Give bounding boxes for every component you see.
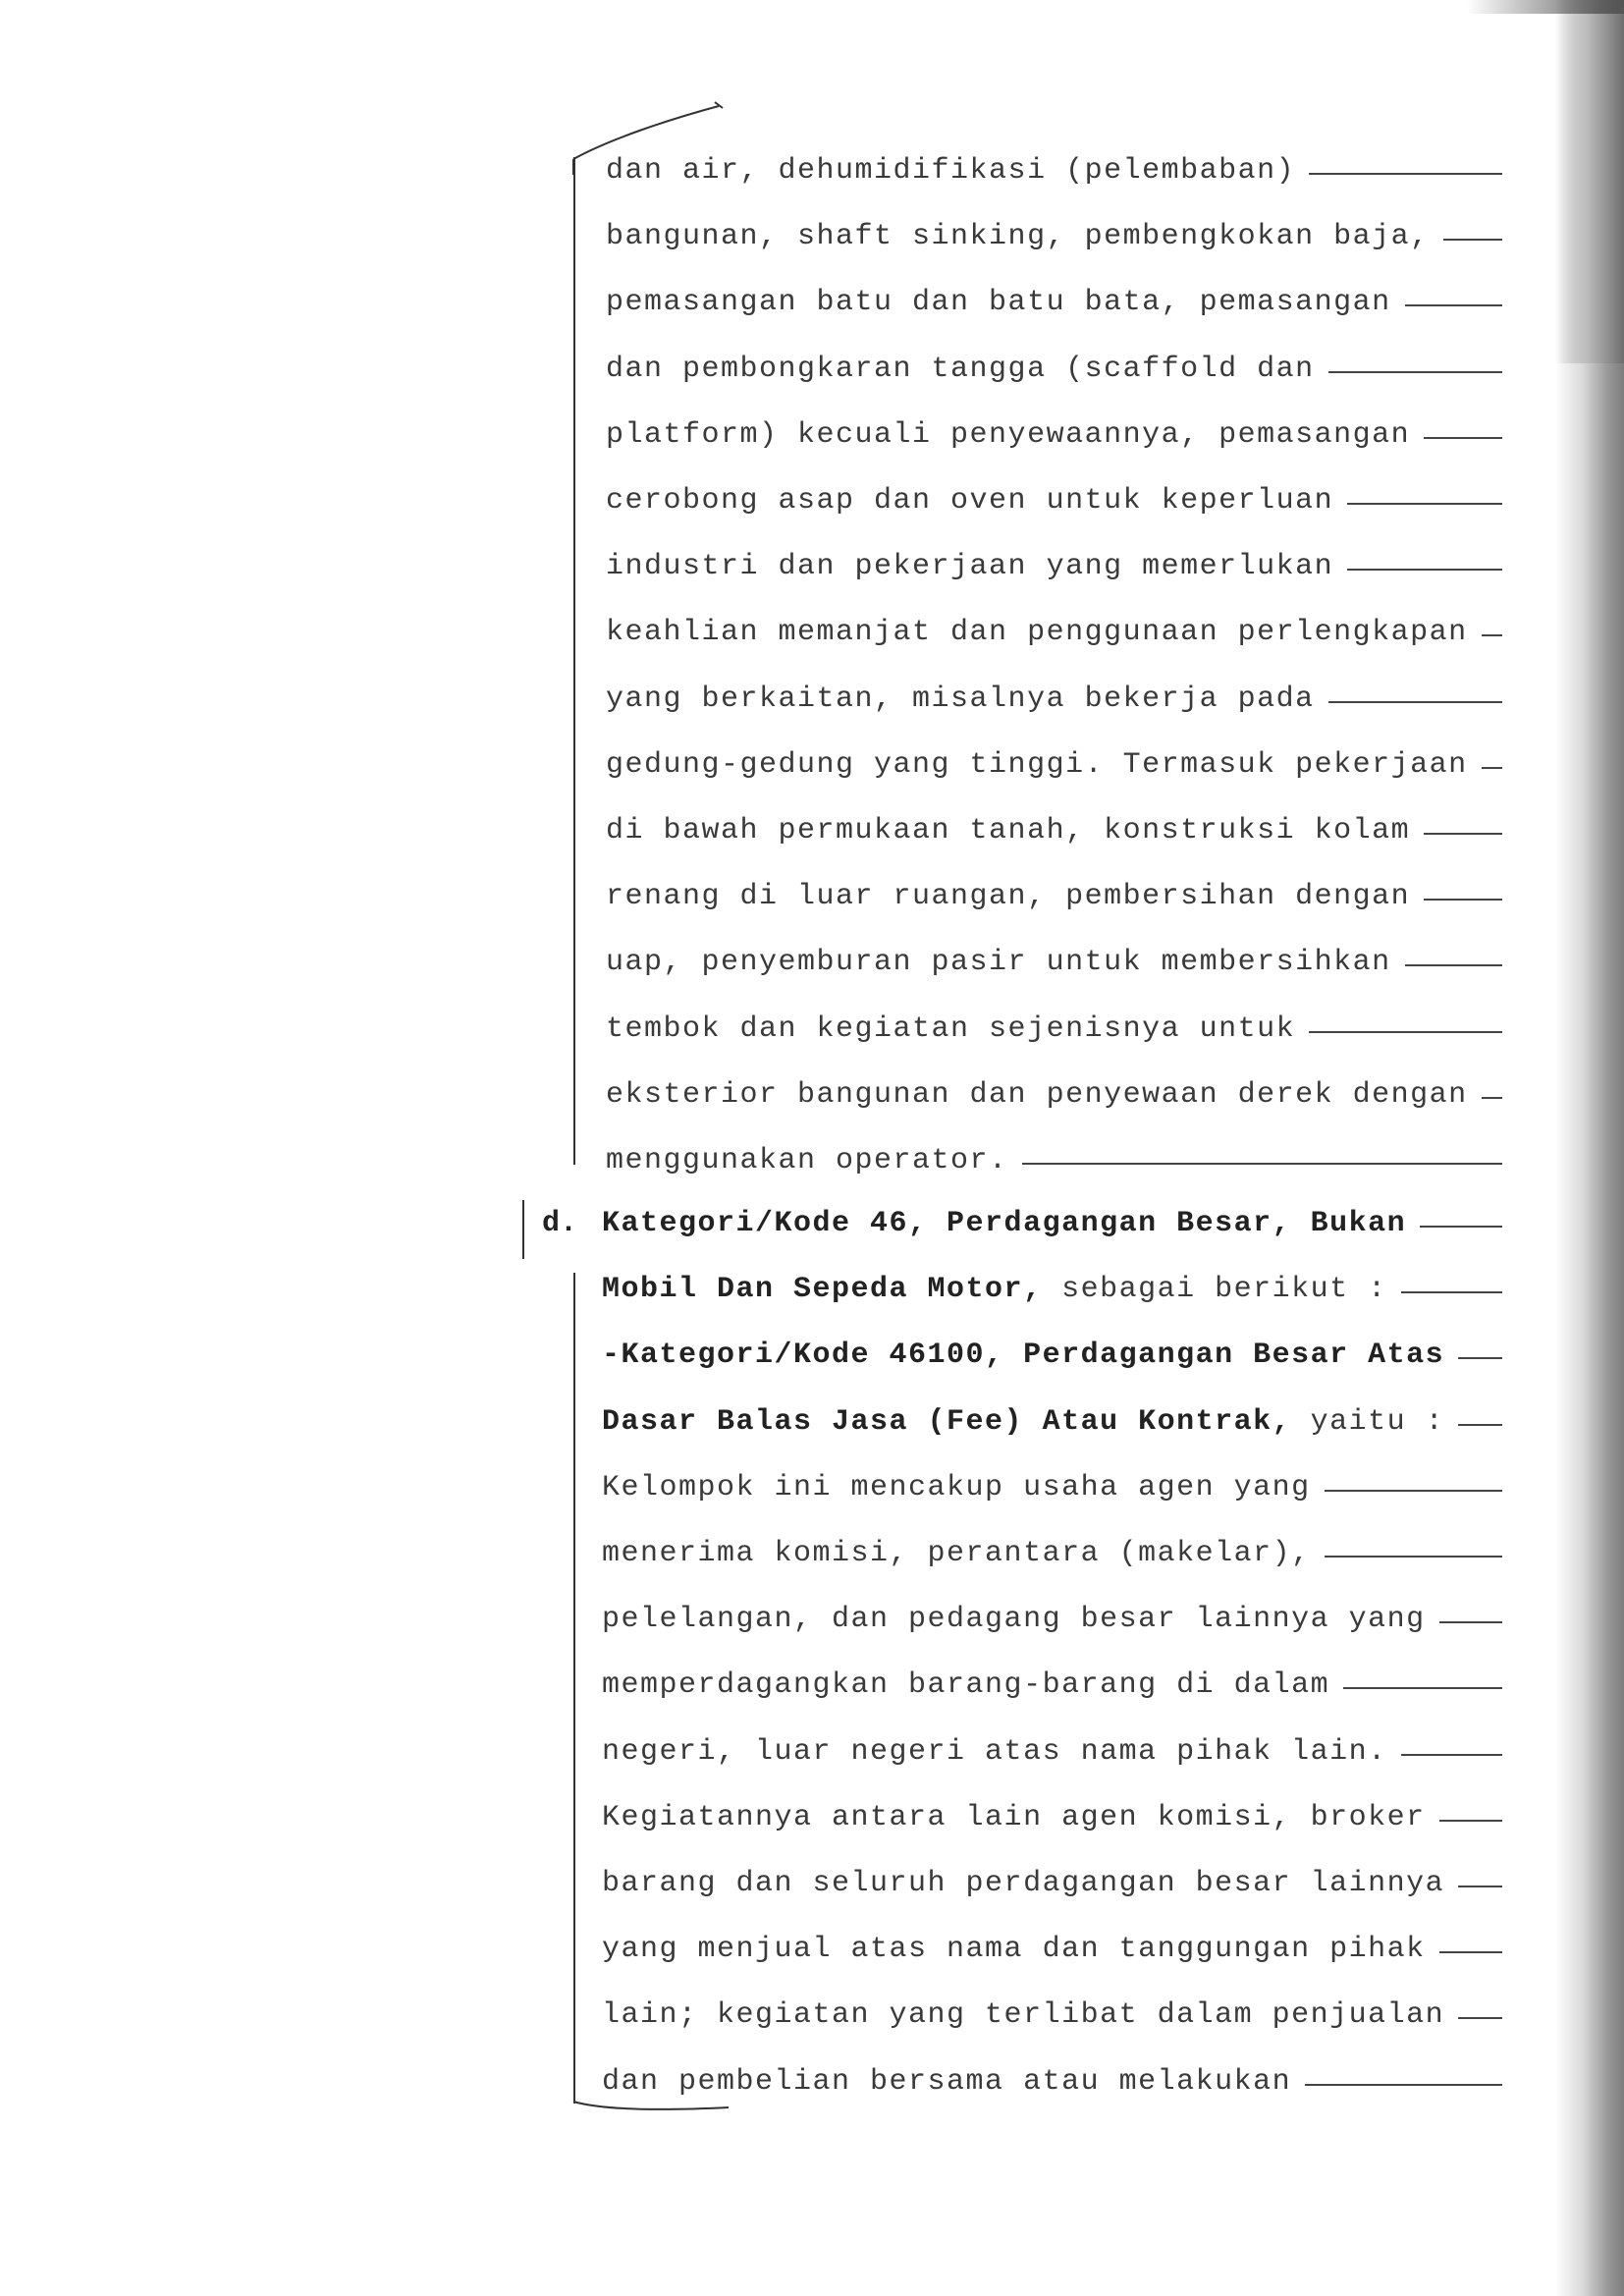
- continuation-line-text: cerobong asap dan oven untuk keperluan: [606, 484, 1334, 518]
- filler-dash-line: [1420, 1226, 1502, 1228]
- item-d-body-line: [602, 1798, 1426, 1837]
- continuation-line-text: dan air, dehumidifikasi (pelembaban): [606, 154, 1296, 188]
- item-d-subheading-line: [602, 1336, 1444, 1375]
- filler-dash-line: [1424, 437, 1502, 439]
- continuation-line-text: yang berkaitan, misalnya bekerja pada: [606, 683, 1315, 716]
- item-d-subheading-line: [602, 1402, 1444, 1442]
- item-d-margin-mark: [522, 1200, 524, 1259]
- scanner-top-shadow: [1467, 0, 1624, 14]
- continuation-line: [606, 350, 1315, 389]
- bracket-left-upper: [573, 157, 575, 1165]
- continuation-line: [606, 877, 1410, 916]
- continuation-line: [606, 1010, 1295, 1049]
- filler-dash-line: [1424, 833, 1502, 835]
- continuation-line: [606, 680, 1315, 719]
- continuation-line-text: keahlian memanjat dan penggunaan perlengkapan: [606, 616, 1468, 649]
- continuation-line-text: gedung-gedung yang tinggi. Termasuk pekerjaan: [606, 748, 1468, 782]
- item-d-body-line-text: pelelangan, dan pedagang besar lainnya yang: [602, 1603, 1426, 1636]
- item-d-body-line: [602, 1995, 1444, 2035]
- continuation-line-text: pemasangan batu dan batu bata, pemasangan: [606, 286, 1391, 319]
- filler-dash-line: [1328, 371, 1502, 373]
- filler-dash-line: [1347, 503, 1502, 505]
- item-d-body-line-text: barang dan seluruh perdagangan besar lainnya: [602, 1867, 1445, 1900]
- continuation-line-text: menggunakan operator.: [606, 1144, 1008, 1177]
- continuation-line: [606, 217, 1430, 256]
- continuation-line-text: industri dan pekerjaan yang memerlukan: [606, 550, 1334, 583]
- item-d-body-line: [602, 1534, 1311, 1573]
- filler-dash-line: [1405, 964, 1502, 966]
- filler-dash-line: [1343, 1687, 1502, 1689]
- filler-dash-line: [1458, 2017, 1502, 2019]
- filler-dash-line: [1347, 569, 1502, 571]
- continuation-line: [606, 547, 1333, 586]
- filler-dash-line: [1405, 304, 1502, 306]
- item-d-body-line-text: Kelompok ini mencakup usaha agen yang: [602, 1471, 1311, 1504]
- continuation-line: [606, 613, 1468, 652]
- continuation-line: [606, 1075, 1468, 1115]
- filler-dash-line: [1458, 1886, 1502, 1887]
- item-d-heading-line-text-1: sebagai berikut :: [1042, 1273, 1387, 1306]
- item-d-heading-line-text: Kategori/Kode 46, Perdagangan Besar, Bukan: [602, 1207, 1407, 1240]
- filler-dash-line: [1443, 239, 1502, 241]
- item-d-body-line: [602, 1732, 1387, 1772]
- item-d-body-line: [602, 1468, 1311, 1507]
- continuation-line-text: uap, penyemburan pasir untuk membersihkan: [606, 946, 1391, 979]
- continuation-line: [606, 151, 1295, 191]
- item-d-body-line-text: negeri, luar negeri atas nama pihak lain.: [602, 1735, 1387, 1769]
- item-d-body-line: [602, 1930, 1426, 1969]
- item-d-subheading-line-text-1: yaitu :: [1291, 1405, 1445, 1439]
- scanner-edge-shadow-top: [1555, 0, 1624, 363]
- continuation-line: [606, 811, 1410, 850]
- continuation-line-text: eksterior bangunan dan penyewaan derek dengan: [606, 1078, 1468, 1112]
- filler-dash-line: [1325, 1556, 1502, 1558]
- item-d-letter: d.: [542, 1207, 578, 1240]
- item-d-heading-line: [602, 1204, 1406, 1243]
- filler-dash-line: [1458, 1424, 1502, 1426]
- item-d-subheading-line-text: -Kategori/Kode 46100, Perdagangan Besar Atas: [602, 1339, 1445, 1372]
- filler-dash-line: [1458, 1357, 1502, 1359]
- bracket-left-lower: [573, 1273, 575, 2104]
- continuation-line-text: di bawah permukaan tanah, konstruksi kolam: [606, 814, 1411, 847]
- item-d-subheading-line-text-0: Dasar Balas Jasa (Fee) Atau Kontrak,: [602, 1405, 1292, 1439]
- item-d-body-line-text: yang menjual atas nama dan tanggungan pihak: [602, 1933, 1426, 1966]
- continuation-line: [606, 481, 1333, 520]
- filler-dash-line: [1325, 1490, 1502, 1492]
- continuation-line-text: renang di luar ruangan, pembersihan dengan: [606, 880, 1411, 913]
- continuation-line: [606, 943, 1391, 982]
- continuation-line-text: tembok dan kegiatan sejenisnya untuk: [606, 1012, 1296, 1046]
- item-d-body-line: [602, 1864, 1444, 1903]
- filler-dash-line: [1482, 1097, 1502, 1099]
- item-d-body-line: [602, 2062, 1291, 2102]
- continuation-line-text: platform) kecuali penyewaannya, pemasangan: [606, 418, 1411, 452]
- item-d-heading-line: [602, 1270, 1387, 1309]
- filler-dash-line: [1022, 1163, 1502, 1165]
- item-d-body-line-text: dan pembelian bersama atau melakukan: [602, 2065, 1292, 2099]
- item-d-body-line-text: memperdagangkan barang-barang di dalam: [602, 1668, 1330, 1702]
- item-d-body-line-text: Kegiatannya antara lain agen komisi, broker: [602, 1801, 1426, 1834]
- filler-dash-line: [1439, 1951, 1502, 1953]
- filler-dash-line: [1309, 173, 1502, 175]
- filler-dash-line: [1482, 634, 1502, 636]
- item-d-body-line: [602, 1666, 1329, 1705]
- continuation-line: [606, 1141, 1008, 1180]
- continuation-line-text: bangunan, shaft sinking, pembengkokan baja,: [606, 220, 1430, 253]
- filler-dash-line: [1439, 1820, 1502, 1822]
- filler-dash-line: [1328, 701, 1502, 703]
- filler-dash-line: [1424, 899, 1502, 901]
- filler-dash-line: [1309, 1031, 1502, 1033]
- item-d-body-line: [602, 1600, 1426, 1639]
- filler-dash-line: [1482, 767, 1502, 769]
- continuation-line: [606, 415, 1410, 455]
- continuation-line: [606, 745, 1468, 785]
- continuation-line: [606, 283, 1391, 322]
- filler-dash-line: [1305, 2084, 1502, 2086]
- item-d-heading-line-text-0: Mobil Dan Sepeda Motor,: [602, 1273, 1043, 1306]
- filler-dash-line: [1439, 1621, 1502, 1623]
- continuation-line-text: dan pembongkaran tangga (scaffold dan: [606, 353, 1315, 386]
- item-d-body-line-text: lain; kegiatan yang terlibat dalam penjualan: [602, 1998, 1445, 2032]
- filler-dash-line: [1401, 1291, 1502, 1293]
- item-d-body-line-text: menerima komisi, perantara (makelar),: [602, 1537, 1311, 1570]
- filler-dash-line: [1401, 1754, 1502, 1756]
